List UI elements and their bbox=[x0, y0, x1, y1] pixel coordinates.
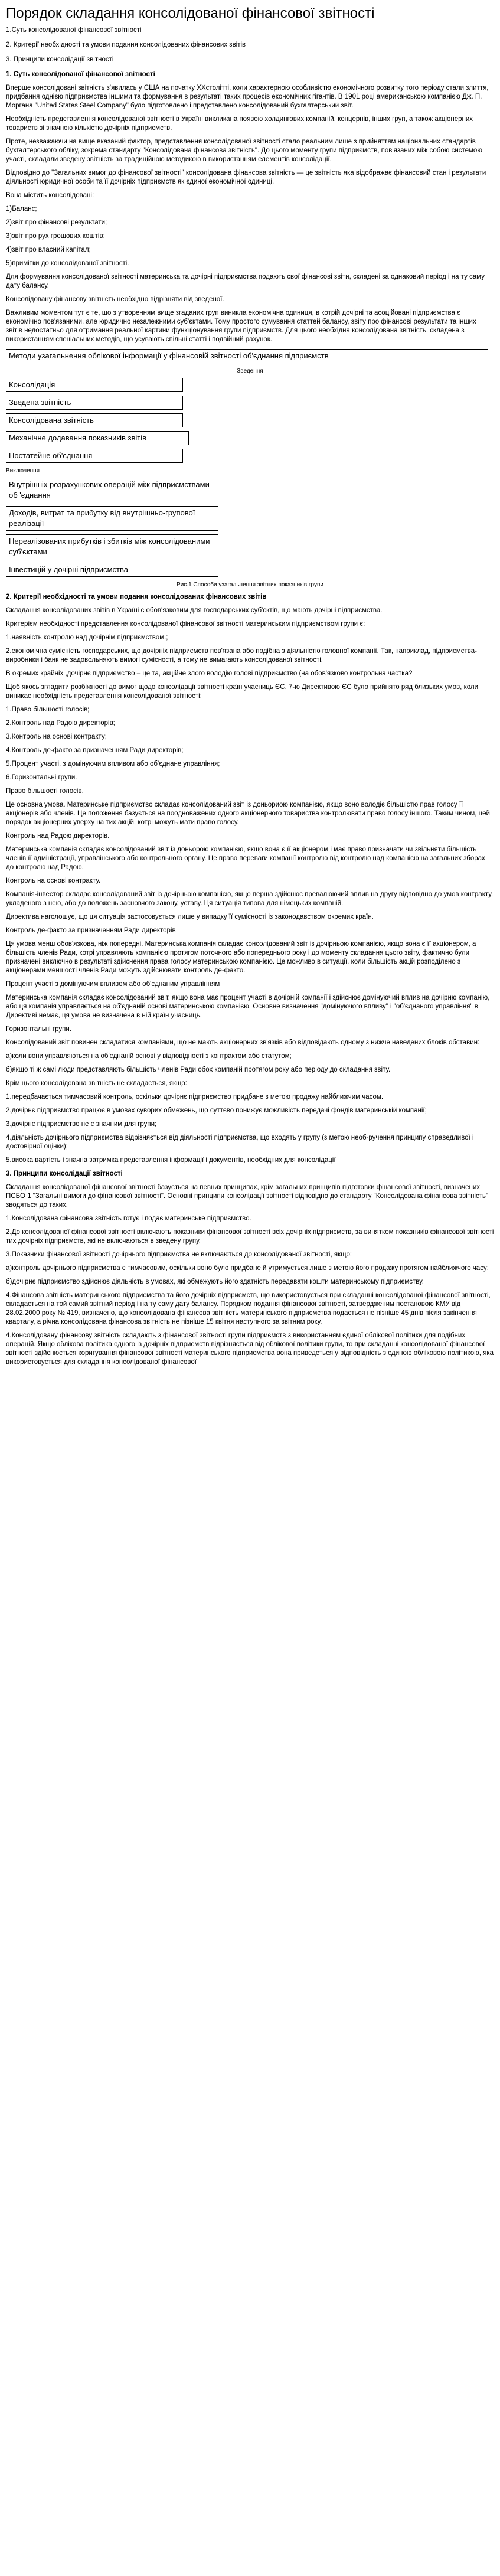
figure-box: Консолідована звітність bbox=[6, 413, 183, 427]
paragraph: Важливим моментом тут є те, що з утворенням вище згаданих груп виникла економічна одиниця, в котрій дочірні та асоційовані підприємства є економічно пов'язаними, але юридично незалежними суб'єктами. Тому простого сумування статтей балансу, звіту про фінансові результати та інших звітів недостатньо для отримання реальної картини функціонування групи підприємств. Для цього необхідна консолідована звітність, складена з використанням спеціальних методів, що усувають спільні статті і подвійний рахунок. bbox=[6, 309, 476, 343]
paragraph: 3.Контроль на основі контракту; bbox=[6, 733, 107, 740]
paragraph: 5.висока вартість і значна затримка представлення інформації і документів, необхідних для консолідації bbox=[6, 1157, 336, 1164]
paragraph: Це основна умова. Материнське підприємство складає консолідований звіт із доньориою компанією, якщо воно володіє більшістю прав голосу її акціонерів або членів. Це положення базується на поодноважених одного акціонерного товариства контролювати право голосу іншого. Таким чином, цей порядок акціонерних уверху на тих акцій, котрі можуть мати право голосу. bbox=[6, 801, 490, 826]
paragraph: Горизонтальні групи. bbox=[6, 1026, 71, 1033]
paragraph: Контроль де-факто за призначенням Ради директорів bbox=[6, 927, 176, 934]
section-3-body bbox=[6, 1183, 494, 1367]
figure-top-box: Методи узагальнення облікової інформації у фінансовій звітності об'єднання підприємств bbox=[6, 349, 488, 363]
paragraph: Крім цього консолідована звітність не складається, якщо: bbox=[6, 1080, 187, 1087]
paragraph: Контроль над Радою директорів. bbox=[6, 832, 110, 840]
figure-group-1 bbox=[6, 378, 494, 463]
paragraph: 4.Фінансова звітність материнського підприємства та його дочірніх підприємств, що використовується при складанні консолідованої фінансової звітності, складається на той самий звітний період і на ту саму дату балансу. Порядком подання фінансової звітності, затвердженим постановою КМУ від 28.02.2000 року № 419, визначено, що консолідована фінансова звітність материнського підприємства подається не пізніше 45 днів після закінчення кварталу, а річна консолідована фінансова звітність не пізніше 15 квітня наступного за звітним року. bbox=[6, 1292, 491, 1325]
figure-box: Консолідація bbox=[6, 378, 183, 392]
toc-item: 3. Принципи консолідації звітності bbox=[6, 56, 114, 63]
paragraph: 4.Консолідовану фінансову звітність складають з фінансової звітності групи підприємств з використанням єдиної облікової політики для подібних операцій. Якщо облікова політика одного із дочірніх підприємств відрізняється від облікової політики групи, то при складанні консолідованої фінансової звітності здійснюється коригування фінансової звітності материнського підприємства вона приведеться у відповідність з єдиною обліковою політикою, яка використовується для складання консолідованої фінансової bbox=[6, 1332, 494, 1366]
paragraph: 2)звіт про фінансові результати; bbox=[6, 219, 107, 226]
paragraph: 1.передбачається тимчасовий контроль, оскільки дочірнє підприємство придбане з метою продажу найближчим часом. bbox=[6, 1093, 384, 1101]
paragraph: 5)примітки до консолідованої звітності. bbox=[6, 260, 129, 267]
paragraph: б)якщо ті ж самі люди представляють більшість членів Ради обох компаній протягом року або періоду до складання звіту. bbox=[6, 1066, 391, 1073]
section-heading: 3. Принципи консолідації звітності bbox=[6, 1170, 123, 1177]
section-1-body bbox=[6, 84, 494, 344]
paragraph: Контроль на основі контракту. bbox=[6, 877, 101, 884]
figure-caption: Рис.1 Способи узагальнення звітних показників групи bbox=[177, 582, 323, 588]
figure-box: Постатейне об'єднання bbox=[6, 449, 183, 463]
figure-box: Зведена звітність bbox=[6, 396, 183, 410]
paragraph: Консолідовану фінансову звітність необхідно відрізняти від зведеної. bbox=[6, 296, 224, 303]
paragraph: 5.Процент участі, з домінуючим впливом або об'єднане управління; bbox=[6, 760, 220, 768]
paragraph: 4.Контроль де-факто за призначенням Ради директорів; bbox=[6, 747, 184, 754]
paragraph: 1.Консолідована фінансова звітність готує і подає материнське підприємство. bbox=[6, 1215, 251, 1222]
paragraph: 3)звіт про рух грошових коштів; bbox=[6, 233, 105, 240]
paragraph: 2.Контроль над Радою директорів; bbox=[6, 720, 115, 727]
paragraph: Директива наголошує, що ця ситуація застосовується лише у випадку її сумісності із законодавством окремих країн. bbox=[6, 913, 374, 920]
figure-box: Інвестицій у дочірні підприємства bbox=[6, 563, 218, 577]
paragraph: 1.наявність контролю над дочірнім підприємством.; bbox=[6, 634, 168, 641]
paragraph: 3.Показники фінансової звітності дочірнього підприємства не включаються до консолідованої звітності, якщо: bbox=[6, 1251, 352, 1258]
paragraph: 2.економічна сумісність господарських, що дочірніх підприємств пов'язана або подібна з діяльністю головної компанії. Так, наприклад, підприємства-виробники і банк не задовольняють вимогі сумісності, а тому не вимагають консолідованої звітності. bbox=[6, 648, 477, 664]
figure-box: Механічне додавання показників звітів bbox=[6, 431, 189, 445]
paragraph: 6.Горизонтальні групи. bbox=[6, 774, 77, 781]
section-2-body bbox=[6, 606, 494, 1165]
figure-methods bbox=[6, 349, 494, 589]
section-heading: 2. Критерії необхідності та умови подання консолідованих фінансових звітів bbox=[6, 593, 267, 600]
paragraph: В окремих крайніх ,дочірнє підприємство – це та, акційне злого володію голові підприємство (на обов'язково контрольна частка? bbox=[6, 670, 413, 677]
figure-group-2 bbox=[6, 478, 494, 577]
figure-box: Внутрішніх розрахункових операцій між підприємствами об 'єднання bbox=[6, 478, 218, 502]
paragraph: 2.дочірнє підприємство працює в умовах суворих обмежень, що суттєво понижує можливість передачі фондів материнській компанії; bbox=[6, 1107, 427, 1114]
figure-label-vyklyuchennya: Виключення bbox=[6, 468, 40, 474]
paragraph: 4)звіт про власний капітал; bbox=[6, 246, 91, 253]
paragraph: Ця умова менш обов'язкова, ніж попередні. Материнська компанія складає консолідований звіт із дочірньою компанією, якщо вона є її акціонером, а більшість членів Ради, котрі управляють компанією протягом поточного або попереднього року і до моменту складання цього звіту, фактично були призначені виключно в результаті здійснення права голосу материнською компанією. Це можливо в ситуації, коли більшість акцій розподілено з акціонерами меншості членів Ради можуть здійснювати контроль де-факто. bbox=[6, 941, 476, 974]
paragraph: а)контроль дочірнього підприємства є тимчасовим, оскільки воно було придбане й утримується лише з метою його продажу протягом найближчого часу; bbox=[6, 1265, 489, 1272]
paragraph: Компанія-інвестор складає консолідований звіт із дочірньою компанією, якщо перша здійснює превалюючий вплив на другу відповідно до умов контракту, укладеного з нею, або до положень засновчого закону, уставу. Ця ситуація типова для німецьких компаній. bbox=[6, 891, 494, 907]
paragraph: а)коли вони управляються на об'єднаній основі у відповідності з контрактом або статутом; bbox=[6, 1053, 292, 1060]
paragraph: 3.дочірнє підприємство не є значним для групи; bbox=[6, 1121, 157, 1128]
table-of-contents bbox=[6, 26, 494, 64]
paragraph: Материнська компанія складає консолідований звіт, якщо вона має процент участі в дочірній компанії і здійснює домінуючий вплив на дочірню компанію, або ця компанія управляється на об'єднаній основі материнською компанією. Основне визначення "домінуючого впливу" і "об'єднаного управління" в Директиві немає, ця умова не визначена в ній країн учасниць. bbox=[6, 994, 490, 1019]
paragraph: Для формування консолідованої звітності материнська та дочірні підприємства подають свої фінансові звіти, складені за однаковий період і на ту саму дату балансу. bbox=[6, 273, 485, 289]
paragraph: Право більшості голосів. bbox=[6, 788, 84, 795]
paragraph: Материнська компанія складає консолідований звіт із доньорою компанією, якщо вона є її акціонером і має право призначати чи звільняти більшість членів її адміністрації, управлінського або контрольного органу. Це право переваги компанії контролю від контролю над компанією на загальних зборах до контролю над Радою. bbox=[6, 846, 485, 871]
toc-item: 2. Критерії необхідності та умови подання консолідованих фінансових звітів bbox=[6, 41, 246, 48]
figure-box: Доходів, витрат та прибутку від внутрішньо-групової реалізації bbox=[6, 506, 218, 531]
paragraph: 2.До консолідованої фінансової звітності включають показники фінансової звітності всіх дочірніх підприємств, за винятком показників фінансової звітності тих дочірніх підприємств, які не включаються в зведену групу. bbox=[6, 1229, 494, 1245]
section-heading: 1. Суть консолідованої фінансової звітності bbox=[6, 71, 155, 78]
figure-box: Нереалізованих прибутків і збитків між консолідованими суб'єктами bbox=[6, 534, 218, 559]
paragraph: Вона містить консолідовані: bbox=[6, 192, 94, 199]
paragraph: Складання консолідованих звітів в Україні є обов'язковим для господарських суб'єктів, що мають дочірні підприємства. bbox=[6, 607, 383, 614]
page-title: Порядок складання консолідованої фінансової звітності bbox=[6, 5, 375, 21]
paragraph: б)дочірнє підприємство здійснює діяльність в умовах, які обмежують його здатність передавати кошти материнському підприємству. bbox=[6, 1278, 424, 1285]
paragraph: 1)Баланс; bbox=[6, 205, 37, 213]
paragraph: Необхідність представлення консолідованої звітності в Україні викликана появою холдингових компаній, концернів, інших груп, а також акціонерних товариств зі значною кількістю дочірніх підприємств. bbox=[6, 116, 473, 132]
paragraph: Вперше консолідовані звітність з'явилась у США на початку XXстолітті, коли характерною особливістю економічного розвитку того періоду стали злиття, придбання однією підприємства іншими та формування в результаті таких процесів економічних гігантів. В 1901 році американською компанією Дж. П. Моргана "United States Steel Company" було підготовлено і представлено консолідований бухгалтерський звіт. bbox=[6, 84, 489, 109]
paragraph: Щоб якось згладити розбіжності до вимог щодо консолідації звітності країн учасниць ЄС. 7-ю Директивою ЄС було прийнято ряд близьких умов, коли виникає необхідність представлення консолідованої звітності: bbox=[6, 684, 479, 700]
paragraph: Консолідований звіт повинен складатися компаніями, що не мають акціонерних зв'язків або відповідають одному з нижче наведених блоків обставин: bbox=[6, 1039, 480, 1046]
toc-item: 1.Суть консолідованої фінансової звітності bbox=[6, 27, 142, 34]
paragraph: 4.діяльність дочірнього підприємства відрізняється від діяльності підприємства, що входять у групу (з метою необ-ручення принципу справедливої і достовірної оцінки); bbox=[6, 1134, 474, 1150]
paragraph: Процент участі з домінуючим впливом або об'єднаним управлінням bbox=[6, 981, 220, 988]
paragraph: Відповідно до "Загальних вимог до фінансової звітності" консолідована фінансова звітність — це звітність яка відображає фінансовий стан і результати діяльності юридичної особи та її дочірніх підприємств як єдиної економічної одиниці. bbox=[6, 169, 486, 185]
paragraph: Складання консолідованої фінансової звітності базується на певних принципах, крім загальних принципів підготовки фінансової звітності, визначених ПСБО 1 "Загальні вимоги до фінансової звітності". Основні принципи консолідації звітності відповідно до стандарту "Консолідована фінансова звітність" зводяться до таких. bbox=[6, 1184, 489, 1209]
paragraph: Проте, незважаючи на вище вказаний фактор, представлення консолідованої звітності стало реальним лише з прийняттям національних стандартів бухгалтерського обліку, зокрема стандарту "Консолідована фінансова звітність". До цього моменту групи підприємств, пов'язаних між собою системою участі, складали зведену звітність за традиційною методикою в використанням елементів консолідації. bbox=[6, 138, 482, 163]
paragraph: Критерієм необхідності представлення консолідованої фінансової звітності материнським підприємством групи є: bbox=[6, 621, 365, 628]
figure-label-zvedennya: Зведення bbox=[237, 368, 263, 374]
paragraph: 1.Право більшості голосів; bbox=[6, 706, 90, 713]
